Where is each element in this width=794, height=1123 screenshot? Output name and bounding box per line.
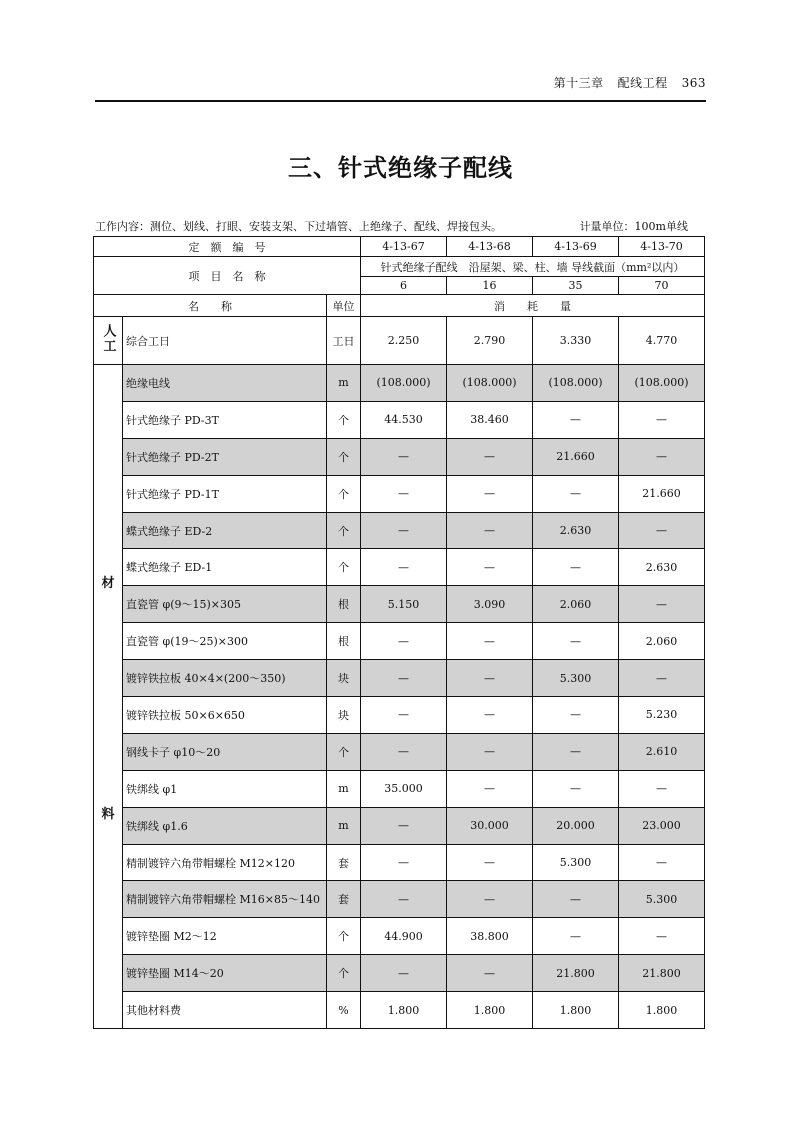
material-name: 蝶式绝缘子 ED-2 — [123, 512, 327, 549]
material-value: — — [533, 733, 619, 770]
material-value: — — [619, 512, 705, 549]
consumption-column-header: 消 耗 量 — [361, 295, 705, 317]
material-value: — — [361, 955, 447, 992]
material-value: 1.800 — [361, 992, 447, 1029]
material-row — [94, 918, 705, 955]
material-name: 镀锌铁拉板 40×4×(200～350) — [123, 660, 327, 697]
material-unit: 个 — [327, 955, 361, 992]
material-name: 其他材料费 — [123, 992, 327, 1029]
material-name: 针式绝缘子 PD-3T — [123, 401, 327, 438]
material-unit: m — [327, 365, 361, 402]
material-unit: 根 — [327, 623, 361, 660]
material-value: 1.800 — [619, 992, 705, 1029]
material-value: — — [361, 623, 447, 660]
material-value: 21.660 — [533, 438, 619, 475]
item-label: 项 目 名 称 — [94, 257, 361, 295]
material-value: (108.000) — [361, 365, 447, 402]
material-unit: m — [327, 770, 361, 807]
material-row — [94, 512, 705, 549]
material-value: — — [447, 955, 533, 992]
labor-name: 综合工日 — [123, 317, 327, 365]
code-cell: 4-13-68 — [447, 237, 533, 257]
material-value: 44.530 — [361, 401, 447, 438]
material-value: — — [533, 401, 619, 438]
material-row — [94, 697, 705, 734]
material-value: — — [533, 623, 619, 660]
material-category-top: 材 — [101, 575, 115, 591]
material-value: — — [361, 512, 447, 549]
material-value: 44.900 — [361, 918, 447, 955]
code-row — [94, 237, 705, 257]
material-unit: 套 — [327, 881, 361, 918]
material-value: — — [447, 697, 533, 734]
material-row — [94, 881, 705, 918]
material-value: — — [361, 807, 447, 844]
material-value: 38.460 — [447, 401, 533, 438]
material-value: — — [619, 586, 705, 623]
material-value: — — [533, 475, 619, 512]
material-value: — — [447, 549, 533, 586]
labor-unit: 工日 — [327, 317, 361, 365]
item-description: 针式绝缘子配线 沿屋架、梁、柱、墙 导线截面（mm²以内） — [361, 257, 705, 277]
material-value: — — [361, 733, 447, 770]
material-value: — — [533, 549, 619, 586]
material-value: 5.300 — [533, 844, 619, 881]
material-unit: 块 — [327, 660, 361, 697]
material-value: — — [619, 438, 705, 475]
material-value: — — [619, 770, 705, 807]
material-row — [94, 844, 705, 881]
name-column-header: 名 称 — [94, 295, 327, 317]
page-header — [95, 74, 706, 94]
work-content-line — [95, 218, 706, 234]
material-value: — — [533, 881, 619, 918]
code-cell: 4-13-67 — [361, 237, 447, 257]
material-name: 直瓷管 φ(19～25)×300 — [123, 623, 327, 660]
material-unit: 个 — [327, 733, 361, 770]
material-value: 2.630 — [619, 549, 705, 586]
material-name: 精制镀锌六角带帽螺栓 M12×120 — [123, 844, 327, 881]
material-value: — — [447, 733, 533, 770]
material-row — [94, 807, 705, 844]
material-row — [94, 401, 705, 438]
material-unit: 套 — [327, 844, 361, 881]
material-value: 20.000 — [533, 807, 619, 844]
material-value: 5.300 — [619, 881, 705, 918]
section-label: 配线工程 — [617, 76, 668, 90]
material-value: 21.800 — [533, 955, 619, 992]
material-value: 2.060 — [533, 586, 619, 623]
material-name: 针式绝缘子 PD-2T — [123, 438, 327, 475]
section-cell: 35 — [533, 277, 619, 295]
material-value: (108.000) — [533, 365, 619, 402]
material-name: 精制镀锌六角带帽螺栓 M16×85～140 — [123, 881, 327, 918]
labor-value: 3.330 — [533, 317, 619, 365]
material-value: 2.060 — [619, 623, 705, 660]
material-name: 钢线卡子 φ10～20 — [123, 733, 327, 770]
material-unit: 个 — [327, 401, 361, 438]
code-cell: 4-13-70 — [619, 237, 705, 257]
material-unit: 个 — [327, 512, 361, 549]
material-unit: 块 — [327, 697, 361, 734]
material-value: 1.800 — [533, 992, 619, 1029]
material-value: — — [361, 881, 447, 918]
material-name: 镀锌垫圈 M2～12 — [123, 918, 327, 955]
material-value: — — [619, 401, 705, 438]
material-value: — — [533, 770, 619, 807]
material-value: 5.300 — [533, 660, 619, 697]
material-value: (108.000) — [619, 365, 705, 402]
column-header-row — [94, 295, 705, 317]
material-name: 直瓷管 φ(9～15)×305 — [123, 586, 327, 623]
chapter-label: 第十三章 — [553, 76, 604, 90]
labor-row — [94, 317, 705, 365]
material-row — [94, 549, 705, 586]
page-title: 三、针式绝缘子配线 — [288, 153, 513, 182]
material-category-label — [94, 572, 122, 822]
section-cell: 6 — [361, 277, 447, 295]
material-value: 30.000 — [447, 807, 533, 844]
material-value: — — [361, 660, 447, 697]
labor-category: 人工 — [94, 317, 123, 365]
material-value: — — [619, 918, 705, 955]
material-value: — — [533, 918, 619, 955]
material-value: — — [361, 475, 447, 512]
section-cell: 16 — [447, 277, 533, 295]
material-unit: 个 — [327, 438, 361, 475]
material-value: — — [447, 844, 533, 881]
material-row — [94, 623, 705, 660]
code-cell: 4-13-69 — [533, 237, 619, 257]
material-value: 2.630 — [533, 512, 619, 549]
material-value: — — [619, 844, 705, 881]
item-row — [94, 257, 705, 277]
labor-value: 4.770 — [619, 317, 705, 365]
material-unit: 根 — [327, 586, 361, 623]
material-row — [94, 365, 705, 402]
material-name: 蝶式绝缘子 ED-1 — [123, 549, 327, 586]
header-rule — [95, 100, 706, 102]
material-value: — — [447, 623, 533, 660]
material-value: 21.660 — [619, 475, 705, 512]
material-value: 35.000 — [361, 770, 447, 807]
measurement-unit: 计量单位：100m单线 — [579, 220, 688, 233]
material-value: 21.800 — [619, 955, 705, 992]
material-value: — — [447, 512, 533, 549]
material-name: 镀锌垫圈 M14～20 — [123, 955, 327, 992]
material-unit: 个 — [327, 918, 361, 955]
material-name: 针式绝缘子 PD-1T — [123, 475, 327, 512]
material-row — [94, 475, 705, 512]
quota-table — [93, 236, 705, 1029]
code-label: 定 额 编 号 — [94, 237, 361, 257]
material-unit: % — [327, 992, 361, 1029]
material-unit: 个 — [327, 475, 361, 512]
material-unit: 个 — [327, 549, 361, 586]
material-value: — — [447, 770, 533, 807]
material-value: — — [533, 697, 619, 734]
material-row — [94, 438, 705, 475]
material-value: — — [447, 660, 533, 697]
material-unit: m — [327, 807, 361, 844]
material-value: (108.000) — [447, 365, 533, 402]
material-category-bottom: 料 — [101, 806, 115, 822]
material-value: — — [619, 660, 705, 697]
work-content: 工作内容：测位、划线、打眼、安装支架、下过墙管、上绝缘子、配线、焊接包头。 — [95, 220, 502, 233]
material-value: — — [447, 438, 533, 475]
material-name: 绝缘电线 — [123, 365, 327, 402]
material-name: 镀锌铁拉板 50×6×650 — [123, 697, 327, 734]
material-row — [94, 586, 705, 623]
material-value: 2.610 — [619, 733, 705, 770]
material-category — [94, 365, 123, 1029]
material-row — [94, 992, 705, 1029]
material-value: 5.150 — [361, 586, 447, 623]
unit-column-header: 单位 — [327, 295, 361, 317]
material-value: 23.000 — [619, 807, 705, 844]
page-number: 363 — [681, 76, 706, 90]
material-row — [94, 770, 705, 807]
material-name: 铁绑线 φ1 — [123, 770, 327, 807]
material-row — [94, 733, 705, 770]
labor-value: 2.790 — [447, 317, 533, 365]
material-value: — — [447, 475, 533, 512]
material-name: 铁绑线 φ1.6 — [123, 807, 327, 844]
material-value: 5.230 — [619, 697, 705, 734]
material-value: 38.800 — [447, 918, 533, 955]
labor-value: 2.250 — [361, 317, 447, 365]
material-value: — — [361, 697, 447, 734]
section-cell: 70 — [619, 277, 705, 295]
material-value: — — [361, 438, 447, 475]
material-value: — — [361, 549, 447, 586]
material-value: — — [447, 881, 533, 918]
material-row — [94, 955, 705, 992]
material-value: 1.800 — [447, 992, 533, 1029]
material-value: 3.090 — [447, 586, 533, 623]
material-value: — — [361, 844, 447, 881]
material-row — [94, 660, 705, 697]
